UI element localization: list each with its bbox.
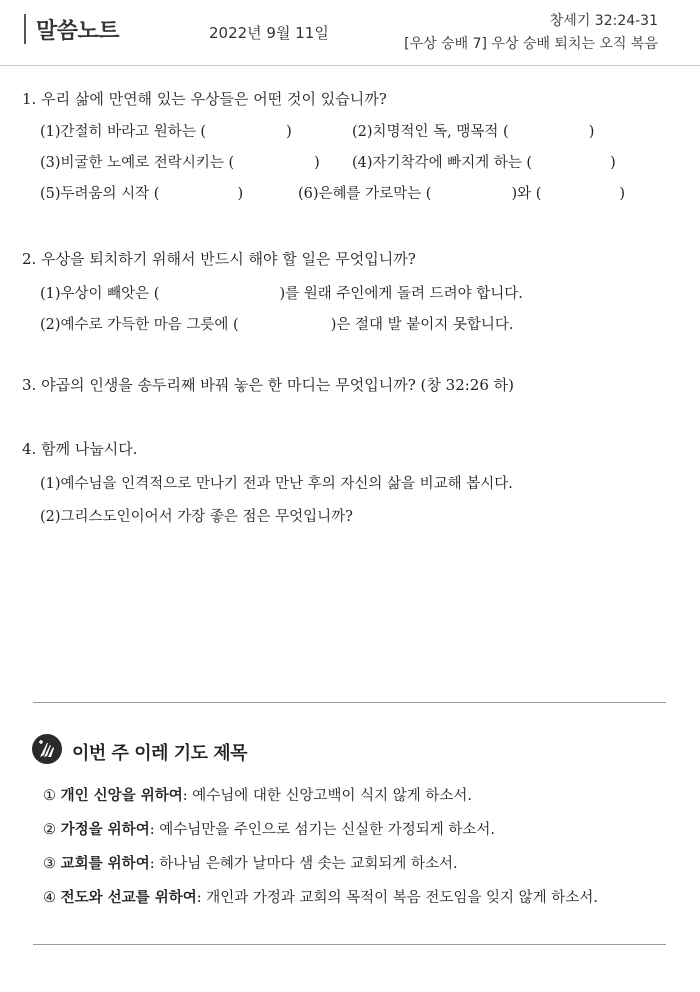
- item-label: (6)은혜를 가로막는 (: [298, 186, 432, 202]
- prayer-heading: 개인 신앙을 위하여: [60, 788, 183, 804]
- prayer-number: ②: [43, 822, 56, 838]
- question-2-item-2: [40, 313, 514, 334]
- question-1-item-3: [40, 151, 320, 172]
- question-4: 4. 함께 나눕시다.: [22, 440, 138, 458]
- item-close: )를 원래 주인에게 돌려 드려야 합니다.: [279, 286, 523, 302]
- prayer-number: ①: [43, 788, 56, 804]
- prayer-heading: 전도와 선교를 위하여: [60, 890, 197, 906]
- question-1: 1. 우리 삶에 만연해 있는 우상들은 어떤 것이 있습니까?: [22, 90, 387, 108]
- item-label: (5)두려움의 시작 (: [40, 186, 160, 202]
- question-2: 2. 우상을 퇴치하기 위해서 반드시 해야 할 일은 무엇입니까?: [22, 250, 416, 268]
- item-mid: )와 (: [511, 186, 542, 202]
- prayer-body: : 예수님에 대한 신앙고백이 식지 않게 하소서.: [182, 788, 473, 804]
- question-1-item-4: [352, 151, 616, 172]
- prayer-item-1: [43, 784, 472, 805]
- scripture-reference: 창세기 32:24-31: [549, 13, 658, 29]
- prayer-number: ④: [43, 890, 56, 906]
- prayer-item-4: [43, 886, 598, 907]
- brand-title: 말씀노트: [36, 19, 120, 44]
- sermon-date: 2022년 9월 11일: [209, 24, 329, 42]
- question-1-item-5: [40, 182, 243, 203]
- item-close: ): [610, 155, 616, 171]
- item-label: (1)간절히 바라고 원하는 (: [40, 124, 207, 140]
- item-label: (4)자기착각에 빠지게 하는 (: [352, 155, 533, 171]
- header-rule: [0, 65, 700, 66]
- item-label: (3)비굴한 노예로 전락시키는 (: [40, 155, 235, 171]
- prayer-heading: 교회를 위하여: [60, 856, 150, 872]
- prayer-section-title: 이번 주 이레 기도 제목: [72, 743, 248, 764]
- prayer-item-2: [43, 818, 495, 839]
- item-close: )은 절대 발 붙이지 못합니다.: [330, 317, 514, 333]
- question-4-item-1: (1)예수님을 인격적으로 만나기 전과 만난 후의 자신의 삶을 비교해 봅시다.: [40, 476, 513, 492]
- question-1-item-2: [352, 120, 594, 141]
- question-4-item-2: (2)그리스도인이어서 가장 좋은 점은 무엇입니까?: [40, 509, 353, 525]
- item-label: (2)치명적인 독, 맹목적 (: [352, 124, 509, 140]
- question-2-item-1: [40, 282, 523, 303]
- item-close: ): [286, 124, 292, 140]
- item-label: (2)예수로 가득한 마음 그릇에 (: [40, 317, 239, 333]
- item-close: ): [619, 186, 626, 202]
- item-close: ): [314, 155, 320, 171]
- prayer-item-3: [43, 852, 458, 873]
- header-divider-bar: [24, 14, 26, 44]
- item-close: ): [588, 124, 595, 140]
- item-label: (1)우상이 빼앗은 (: [40, 286, 160, 302]
- sermon-series-title: [우상 숭배 7] 우상 숭배 퇴치는 오직 복음: [404, 36, 658, 52]
- question-1-item-1: [40, 120, 292, 141]
- prayer-body: : 하나님 은혜가 날마다 샘 솟는 교회되게 하소서.: [149, 856, 458, 872]
- question-1-item-6: [298, 182, 625, 203]
- praying-hands-icon: [31, 733, 63, 765]
- question-3: 3. 야곱의 인생을 송두리째 바꿔 놓은 한 마디는 무엇입니까? (창 32:26 하): [22, 376, 514, 394]
- prayer-body: : 개인과 가정과 교회의 목적이 복음 전도임을 잊지 않게 하소서.: [196, 890, 598, 906]
- prayer-body: : 예수님만을 주인으로 섬기는 신실한 가정되게 하소서.: [149, 822, 496, 838]
- prayer-heading: 가정을 위하여: [60, 822, 150, 838]
- item-close: ): [237, 186, 244, 202]
- footer-divider: [33, 944, 666, 945]
- section-divider: [33, 702, 666, 703]
- prayer-number: ③: [43, 856, 56, 872]
